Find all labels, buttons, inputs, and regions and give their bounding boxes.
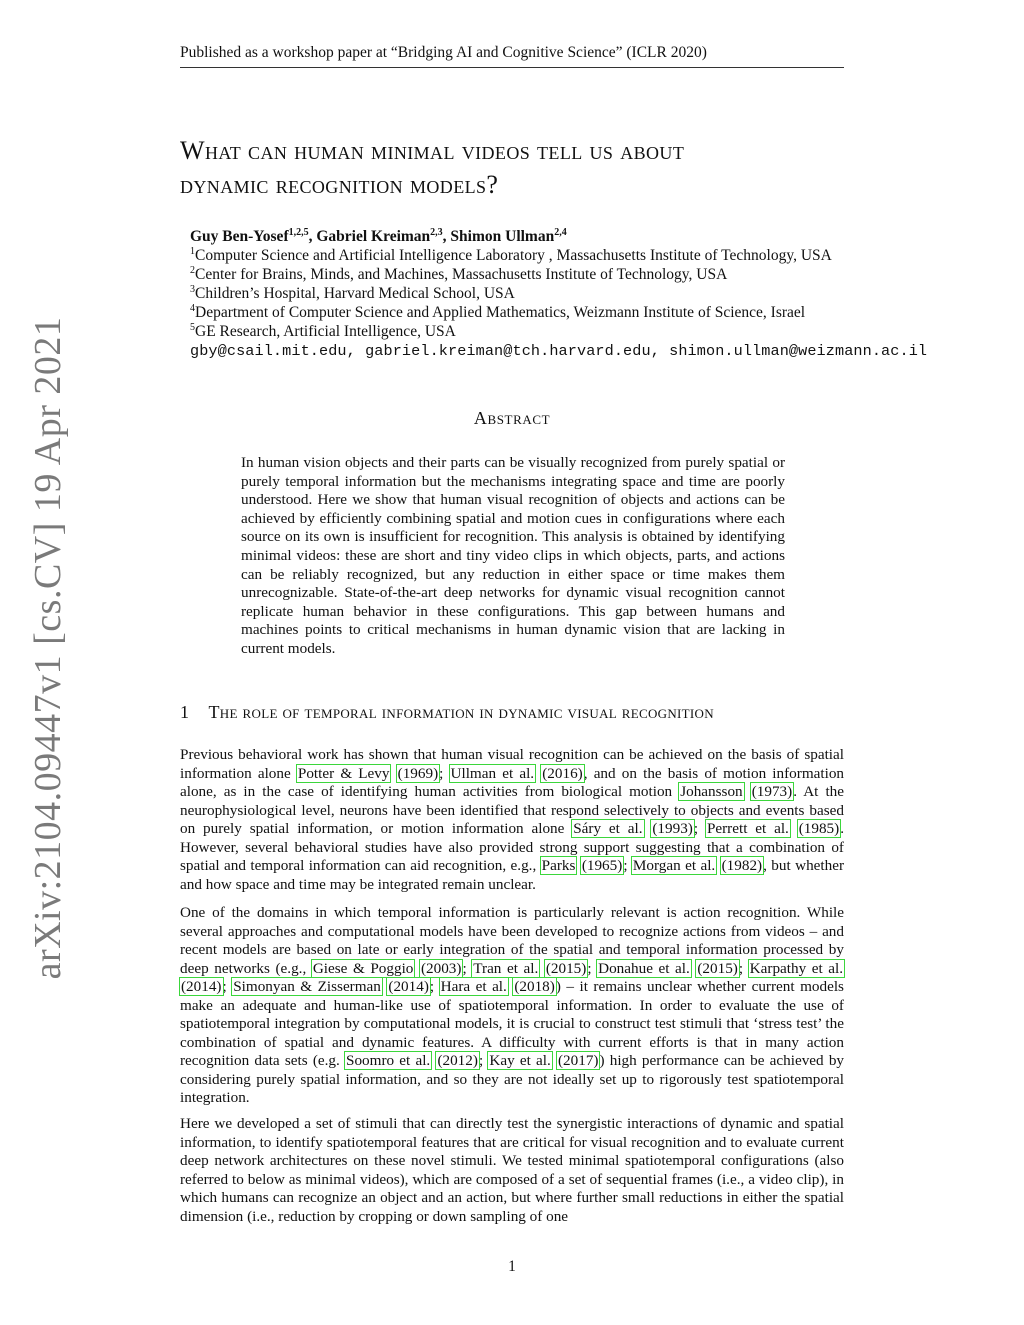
citation-link[interactable]: (2014)	[181, 978, 222, 995]
affiliation-text: GE Research, Artificial Intelligence, USA	[195, 323, 456, 340]
paragraph-3: Here we developed a set of stimuli that can directly test the synergistic interactions of dynamic and spatial information, to identify spatiotemporal features that are critical for visual recognition and to evaluate current deep network architectures on these novel stimuli. We tested minimal spatiotemporal configurations (also referred to below as minimal videos), which are composed of a set of sequential frames (i.e., a video clip), in which humans can recognize an object and an action, but where further small reductions in either the spatial dimension (i.e., reduction by cropping or down sampling of one	[180, 1115, 844, 1225]
author-sup: 2,4	[554, 227, 567, 238]
author-emails[interactable]: gby@csail.mit.edu, gabriel.kreiman@tch.harvard.edu, shimon.ullman@weizmann.ac.il	[190, 342, 928, 360]
citation-link[interactable]: Hara et al.	[440, 978, 507, 995]
affiliation-number: 3	[190, 284, 195, 295]
citation-link[interactable]: Donahue et al.	[598, 959, 690, 977]
arxiv-stamp: arXiv:2104.09447v1 [cs.CV] 19 Apr 2021	[27, 316, 69, 980]
affiliation-text: Children’s Hospital, Harvard Medical School, USA	[195, 285, 515, 302]
citation-link[interactable]: (1985)	[798, 820, 840, 837]
citation-link[interactable]: (1965)	[581, 857, 623, 874]
section-number: 1	[180, 702, 190, 722]
affiliation-number: 4	[190, 303, 195, 314]
section-title: The role of temporal information in dynamic visual recognition	[208, 702, 714, 722]
citation-link[interactable]: (2003)	[420, 959, 462, 977]
affiliation	[190, 285, 515, 303]
affiliation-number: 2	[190, 265, 195, 276]
affiliation	[190, 247, 832, 265]
paper-title	[180, 134, 860, 202]
affiliation-number: 5	[190, 322, 195, 333]
author-sup: 2,3	[430, 227, 443, 238]
affiliation	[190, 304, 805, 322]
citation-link[interactable]: (2015)	[697, 959, 738, 977]
citation-link[interactable]: Parks	[541, 857, 576, 874]
citation-link[interactable]: Soomro et al.	[346, 1052, 431, 1069]
author-name: Shimon Ullman	[450, 228, 555, 245]
citation-link[interactable]: (2017)	[557, 1052, 599, 1069]
citation-link[interactable]: (2012)	[437, 1052, 478, 1069]
affiliation	[190, 323, 456, 341]
citation-link[interactable]: Ullman et al.	[450, 764, 535, 782]
citation-link[interactable]: Kay et al.	[489, 1052, 551, 1069]
page-number: 1	[508, 1258, 516, 1275]
citation-link[interactable]: (2014)	[388, 978, 429, 995]
citation-link[interactable]: Tran et al.	[473, 959, 539, 977]
abstract-body: In human vision objects and their parts can be visually recognized from purely spatial or purely temporal information but the mechanisms integrating space and time are poorly understood. Here we show that human visual recognition of objects and actions can be achieved by efficiently combining spatial and motion cues in configurations where each source on its own is insufficient for recognition. This analysis is obtained by identifying minimal videos: these are short and tiny video clips in which objects, parts, and actions can be reliably recognized, but any reduction in either space or time makes them unrecognizable. State-of-the-art deep networks for dynamic visual recognition cannot replicate human behavior in these configurations. This gap between humans and machines points to critical mechanisms in human dynamic vision that are lacking in current models.	[241, 454, 785, 657]
citation-link[interactable]: (1969)	[397, 764, 439, 782]
citation-link[interactable]: (2015)	[545, 959, 587, 977]
author-sup: 1,2,5	[288, 227, 309, 238]
citation-link[interactable]: Potter & Levy	[297, 764, 390, 782]
affiliation-number: 1	[190, 246, 195, 257]
citation-link[interactable]: Karpathy et al.	[749, 959, 844, 977]
paragraph-2: One of the domains in which temporal information is particularly relevant is action recognition. While several approaches and computational models have been developed to recognize actions from videos – and recent models are based on late or early integration of the spatial and temporal information processed by deep networks (e.g., Giese & Poggio (2003); Tran et al. (2015); Donahue et al. (2015); Karpathy et al. (2014); Simonyan & Zisserman (2014); Hara et al. (2018)) – it remains unclear whether current models make an adequate and human-like use of spatiotemporal information. In order to evaluate the use of spatiotemporal integration by computational models, it is crucial to construct test stimuli that ‘stress test’ the combination of spatial and dynamic features. A difficulty with current efforts is that in many action recognition data sets (e.g. Soomro et al. (2012); Kay et al. (2017)) high performance can be achieved by considering purely spatial information, and so they are not ideally set up to rigorously test spatiotemporal integration.	[180, 904, 845, 1106]
affiliation-text: Center for Brains, Minds, and Machines, Massachusetts Institute of Technology, USA	[195, 266, 728, 283]
citation-link[interactable]: Simonyan & Zisserman	[233, 978, 381, 995]
citation-link[interactable]: Sáry et al.	[573, 820, 643, 837]
author-list: Guy Ben-Yosef$^{1,2,5}$, Gabriel Kreiman$^{2,3}$, Shimon Ullman$^{2,4}$	[190, 227, 567, 245]
citation-link[interactable]: (1973)	[751, 783, 793, 800]
section-heading	[180, 702, 860, 723]
affiliation-text: Department of Computer Science and Applied Mathematics, Weizmann Institute of Science, Israel	[195, 304, 806, 321]
citation-link[interactable]: Johansson	[680, 783, 743, 800]
author-name: Gabriel Kreiman	[316, 228, 431, 245]
abstract-heading: Abstract	[473, 408, 551, 428]
affiliation-text: Computer Science and Artificial Intelligence Laboratory , Massachusetts Institute of Technology, USA	[195, 247, 832, 264]
paragraph-1: Previous behavioral work has shown that human visual recognition can be achieved on the basis of spatial information alone Potter & Levy (1969); Ullman et al. (2016), and on the basis of motion information alone, as in the case of identifying human activities from biological motion Johansson (1973). At the neurophysiological level, neurons have been identified that respond selectively to objects and events based on purely spatial information, or motion information alone Sáry et al. (1993); Perrett et al. (1985). However, several behavioral studies have also provided strong support suggesting that a combination of spatial and temporal information can aid recognition, e.g., Parks (1965); Morgan et al. (1982), but whether and how space and time may be integrated remain unclear.	[180, 746, 845, 893]
citation-link[interactable]: (1982)	[721, 857, 763, 874]
author-name: Guy Ben-Yosef	[190, 228, 289, 245]
citation-link[interactable]: (2018)	[514, 978, 555, 995]
affiliation	[190, 266, 727, 284]
citation-link[interactable]: Perrett et al.	[706, 820, 789, 837]
title-line-1: What can human minimal videos tell us about	[180, 136, 685, 165]
citation-link[interactable]: (1993)	[652, 820, 693, 837]
citation-link[interactable]: Giese & Poggio	[312, 959, 414, 977]
running-header: Published as a workshop paper at “Bridging AI and Cognitive Science” (ICLR 2020)	[180, 44, 844, 68]
citation-link[interactable]: Morgan et al.	[632, 857, 716, 874]
citation-link[interactable]: (2016)	[542, 764, 583, 782]
title-line-2: dynamic recognition models?	[180, 170, 499, 199]
